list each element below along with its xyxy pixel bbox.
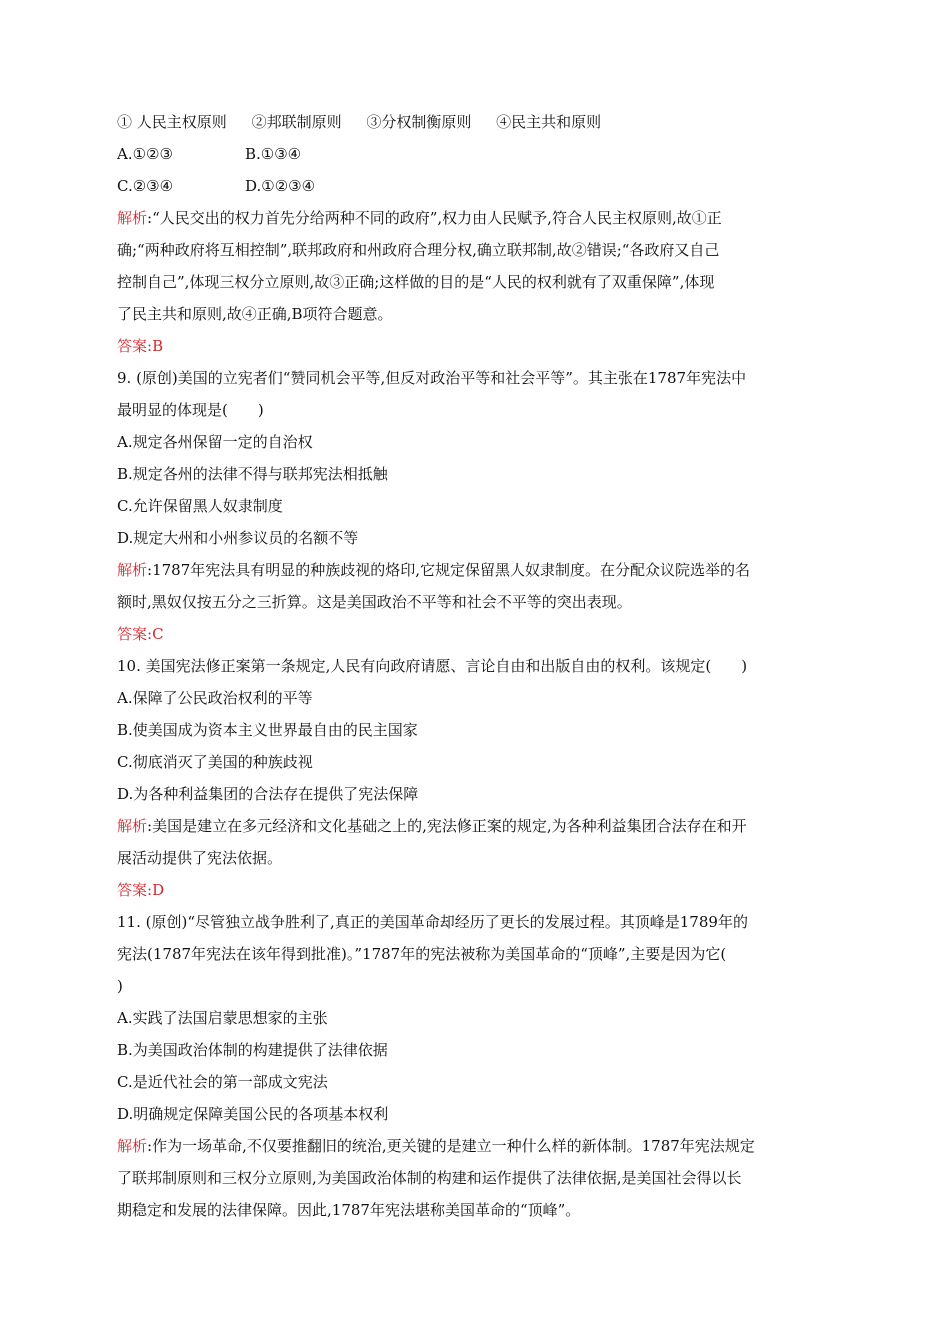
q10-option-d: D.为各种利益集团的合法存在提供了宪法保障 — [117, 785, 419, 803]
q8-statements — [117, 106, 837, 138]
q9-option-c: C.允许保留黑人奴隶制度 — [117, 497, 283, 515]
q8-analysis-line-1: 解析:“人民交出的权力首先分给两种不同的政府”,权力由人民赋予,符合人民主权原则,故①正 — [117, 209, 722, 227]
q10-option-c: C.彻底消灭了美国的种族歧视 — [117, 753, 313, 771]
q10-stem-line-1: 10. 美国宪法修正案第一条规定,人民有向政府请愿、言论自由和出版自由的权利。该规定( ) — [117, 657, 748, 675]
q11-stem-line-2: 宪法(1787年宪法在该年得到批准)。”1787年的宪法被称为美国革命的“顶峰”,主要是因为它( — [117, 945, 727, 963]
q10-answer — [117, 874, 837, 906]
q9-option-a: A.规定各州保留一定的自治权 — [117, 433, 313, 451]
q8-option-a: A.①②③ — [117, 145, 173, 163]
q11-option-c: C.是近代社会的第一部成文宪法 — [117, 1073, 328, 1091]
document-page — [117, 106, 837, 1226]
q10-option-a: A.保障了公民政治权利的平等 — [117, 689, 313, 707]
q11-option-b: B.为美国政治体制的构建提供了法律依据 — [117, 1041, 388, 1059]
q8-statement-1: ① 人民主权原则 — [117, 113, 227, 131]
q8-statement-3: ③分权制衡原则 — [366, 113, 472, 131]
q8-analysis-line-4: 了民主共和原则,故④正确,B项符合题意。 — [117, 305, 393, 323]
q8-option-c: C.②③④ — [117, 177, 174, 195]
q11-analysis-label: 解析 — [117, 1137, 148, 1155]
q9-stem-line-1: 9. (原创)美国的立宪者们“赞同机会平等,但反对政治平等和社会平等”。其主张在1787年宪法中 — [117, 369, 747, 387]
q9-answer-value: :C — [147, 625, 164, 643]
q8-analysis-line-3: 控制自己”,体现三权分立原则,故③正确;这样做的目的是“人民的权利就有了双重保障”,体现 — [117, 273, 715, 291]
q10-answer-value: :D — [147, 881, 165, 899]
q11-stem-line-1: 11. (原创)“尽管独立战争胜利了,真正的美国革命却经历了更长的发展过程。其顶峰是1789年的 — [117, 913, 748, 931]
q8-answer-value: :B — [147, 337, 164, 355]
q10-analysis-label: 解析 — [117, 817, 148, 835]
q11-analysis-line-3: 期稳定和发展的法律保障。因此,1787年宪法堪称美国革命的“顶峰”。 — [117, 1201, 581, 1219]
q11-stem-line-3: ) — [117, 977, 123, 995]
q9-answer-label: 答案 — [117, 625, 148, 643]
q8-options-row-1 — [117, 138, 837, 170]
q9-analysis-label: 解析 — [117, 561, 148, 579]
q8-options-row-2 — [117, 170, 837, 202]
q8-option-b: B.①③④ — [245, 145, 302, 163]
q8-answer-label: 答案 — [117, 337, 148, 355]
q10-answer-label: 答案 — [117, 881, 148, 899]
q9-analysis-line-2: 额时,黑奴仅按五分之三折算。这是美国政治不平等和社会不平等的突出表现。 — [117, 593, 632, 611]
q9-option-d: D.规定大州和小州参议员的名额不等 — [117, 529, 359, 547]
q10-analysis-line-2: 展活动提供了宪法依据。 — [117, 849, 283, 867]
q8-analysis-label: 解析 — [117, 209, 148, 227]
q11-option-a: A.实践了法国启蒙思想家的主张 — [117, 1009, 328, 1027]
q10-option-b: B.使美国成为资本主义世界最自由的民主国家 — [117, 721, 418, 739]
q11-option-d: D.明确规定保障美国公民的各项基本权利 — [117, 1105, 389, 1123]
q8-statement-2: ②邦联制原则 — [251, 113, 342, 131]
q8-analysis-line-2: 确;“两种政府将互相控制”,联邦政府和州政府合理分权,确立联邦制,故②错误;“各政府又自己 — [117, 241, 720, 259]
q8-statement-4: ④民主共和原则 — [496, 113, 602, 131]
q9-answer — [117, 618, 837, 650]
q8-option-d: D.①②③④ — [245, 177, 316, 195]
q10-analysis-line-1: 解析:美国是建立在多元经济和文化基础之上的,宪法修正案的规定,为各种利益集团合法存在和开 — [117, 817, 747, 835]
q9-analysis-line-1: 解析:1787年宪法具有明显的种族歧视的烙印,它规定保留黑人奴隶制度。在分配众议院选举的名 — [117, 561, 751, 579]
q9-stem-line-2: 最明显的体现是( ) — [117, 401, 264, 419]
q9-option-b: B.规定各州的法律不得与联邦宪法相抵触 — [117, 465, 388, 483]
q11-analysis-line-1: 解析:作为一场革命,不仅要推翻旧的统治,更关键的是建立一种什么样的新体制。1787年宪法规定 — [117, 1137, 755, 1155]
q11-analysis-line-2: 了联邦制原则和三权分立原则,为美国政治体制的构建和运作提供了法律依据,是美国社会得以长 — [117, 1169, 742, 1187]
q8-answer — [117, 330, 837, 362]
